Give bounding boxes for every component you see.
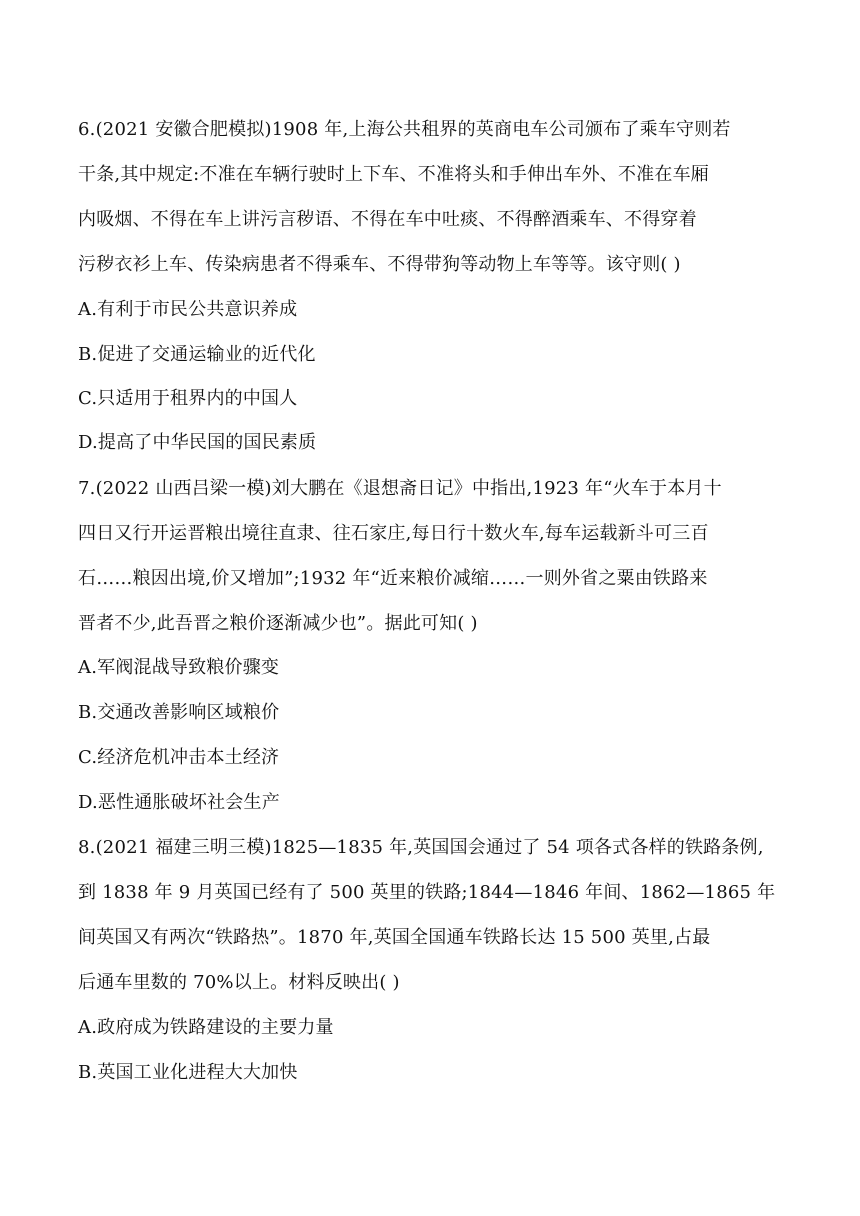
question-7-option-b: B.交通改善影响区域粮价 [78, 702, 280, 723]
question-7-stem-line-3: 石……粮因出境,价又增加”;1932 年“近来粮价减缩……一则外省之粟由铁路来 [78, 568, 708, 589]
question-6-option-b: B.促进了交通运输业的近代化 [78, 344, 316, 365]
question-8-option-a: A.政府成为铁路建设的主要力量 [78, 1017, 334, 1038]
question-6-stem-line-1: 6.(2021 安徽合肥模拟)1908 年,上海公共租界的英商电车公司颁布了乘车守则若 [78, 119, 731, 140]
question-8-stem-line-1: 8.(2021 福建三明三模)1825—1835 年,英国国会通过了 54 项各式各样的铁路条例, [78, 837, 764, 858]
question-8-stem-line-4: 后通车里数的 70%以上。材料反映出( ) [78, 972, 400, 993]
question-7-option-c: C.经济危机冲击本土经济 [78, 747, 280, 768]
question-7-stem-line-1: 7.(2022 山西吕梁一模)刘大鹏在《退想斋日记》中指出,1923 年“火车于本月十 [78, 478, 722, 499]
question-6-option-c: C.只适用于租界内的中国人 [78, 388, 298, 409]
question-6-option-d: D.提高了中华民国的国民素质 [78, 432, 317, 453]
question-8-stem-line-3: 间英国又有两次“铁路热”。1870 年,英国全国通车铁路长达 15 500 英里,占最 [78, 927, 711, 948]
question-7-stem-line-4: 晋者不少,此吾晋之粮价逐渐减少也”。据此可知( ) [78, 613, 478, 634]
question-8-stem-line-2: 到 1838 年 9 月英国已经有了 500 英里的铁路;1844—1846 年间、1862—1865 年 [78, 882, 776, 903]
question-7-stem-line-2: 四日又行开运晋粮出境往直隶、往石家庄,每日行十数火车,每车运载新斗可三百 [78, 523, 709, 544]
question-7-option-a: A.军阀混战导致粮价骤变 [78, 657, 280, 678]
question-8-option-b: B.英国工业化进程大大加快 [78, 1062, 298, 1083]
question-6-stem-line-2: 干条,其中规定:不准在车辆行驶时上下车、不准将头和手伸出车外、不准在车厢 [78, 164, 709, 185]
question-6-stem-line-3: 内吸烟、不得在车上讲污言秽语、不得在车中吐痰、不得醉酒乘车、不得穿着 [78, 209, 697, 230]
question-7-option-d: D.恶性通胀破坏社会生产 [78, 792, 280, 813]
question-6-stem-line-4: 污秽衣衫上车、传染病患者不得乘车、不得带狗等动物上车等等。该守则( ) [78, 254, 681, 275]
question-6-option-a: A.有利于市民公共意识养成 [78, 299, 298, 320]
